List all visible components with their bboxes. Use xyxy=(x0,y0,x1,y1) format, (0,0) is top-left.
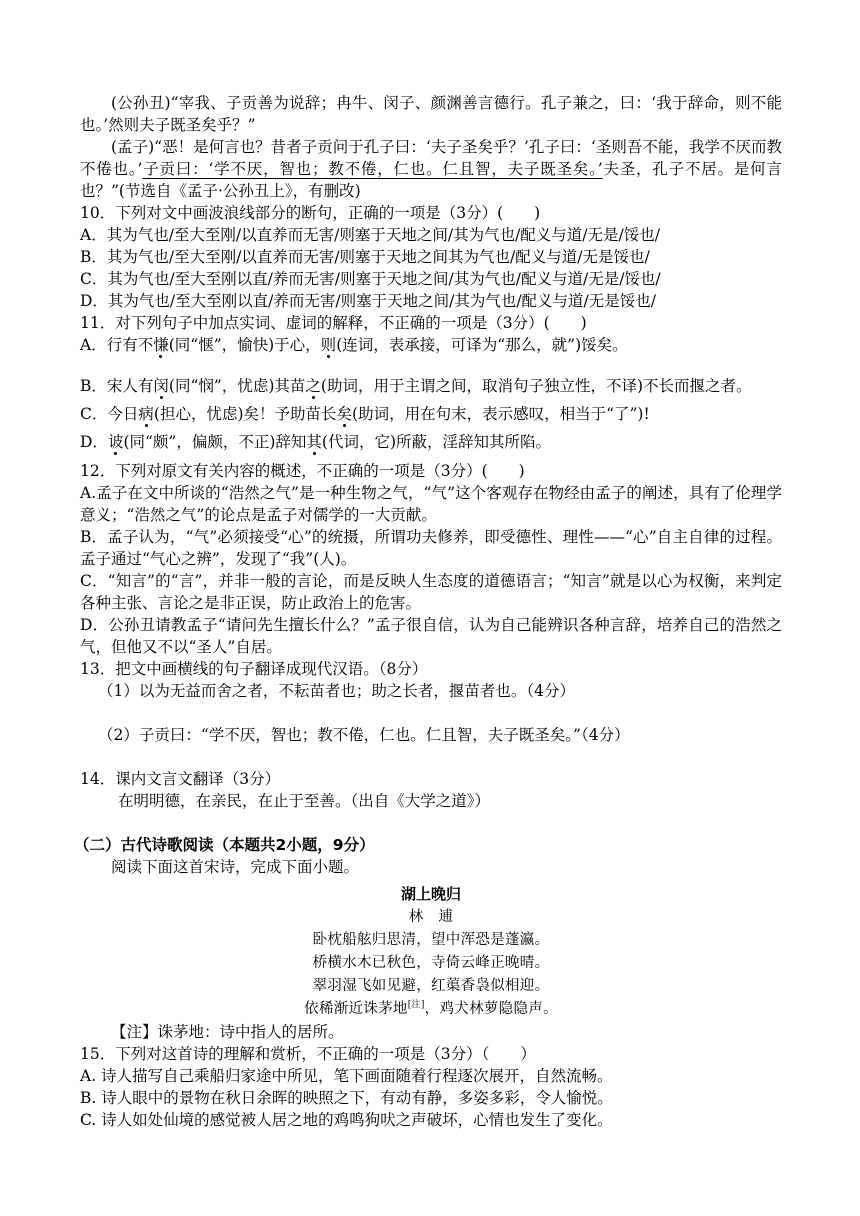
dotted-char: 慊 xyxy=(153,336,169,354)
section-2-heading: （二）古代诗歌阅读（本题共2小题，9分） xyxy=(74,836,375,854)
dotted-char: 诐 xyxy=(107,433,124,451)
q10-stem: 10．下列对文中画波浪线部分的断句，正确的一项是（3分）( ) xyxy=(80,204,541,222)
dotted-char: 则 xyxy=(320,336,337,354)
poem-note-marker: [注] xyxy=(407,1000,425,1011)
q11-option-a: A．行有不慊(同“惬”，愉快)于心，则(连词，表承接，可译为“那么，就”)馁矣。 xyxy=(80,336,628,354)
q14-stem: 14．课内文言文翻译（3分） xyxy=(80,770,281,788)
dotted-char: 闵 xyxy=(153,377,169,395)
poem-line-2: 桥横水木已秋色，寺倚云峰正晚晴。 xyxy=(312,955,550,971)
section-2-instruction: 阅读下面这首宋诗，完成下面小题。 xyxy=(111,858,360,876)
poem-title: 湖上晚归 xyxy=(400,885,461,903)
q10-option-b: B．其为气也/至大至刚/以直养而无害/则塞于天地之间其为气也/配义与道/无是馁也/ xyxy=(80,248,650,266)
q12-option-d: D．公孙丑请教孟子“请问先生擅长什么？”孟子很自信，认为自己能辨识各种言辞，培养自己的浩然之气，但他又不以“圣人”自居。 xyxy=(80,616,782,656)
poem-line-3: 翠羽湿飞如见避，红蕖香袅似相迎。 xyxy=(312,978,550,994)
underlined-sentence: 子贡曰：‘学不厌，智也；教不倦，仁也。仁且智，夫子既圣矣。’ xyxy=(142,160,603,178)
q13-stem: 13．把文中画横线的句子翻译成现代汉语。（8分） xyxy=(80,660,428,678)
poem-line-1: 卧枕船舷归思清，望中浑恐是蓬瀛。 xyxy=(312,932,550,948)
q12-option-b: B．孟子认为，“气”必须接受“心”的统摄，所谓功夫修养，即受德性、理性——“心”自主自律的过程。孟子通过“气心之辨”，发现了“我”(人)。 xyxy=(80,528,782,568)
poem-note: 【注】诛茅地：诗中指人的居所。 xyxy=(111,1023,344,1041)
q10-option-c: C．其为气也/至大至刚以直/养而无害/则塞于天地之间/其为气也/配义与道/无是/馁也/ xyxy=(80,270,661,288)
q11-option-d: D．诐(同“颇”，偏颇，不正)辞知其(代词，它)所蔽，淫辞知其所陷。 xyxy=(80,433,552,451)
q10-option-a: A．其为气也/至大至刚/以直养而无害/则塞于天地之间/其为气也/配义与道/无是/馁也/ xyxy=(80,226,660,244)
q14-text: 在明明德，在亲民，在止于至善。（出自《大学之道》） xyxy=(118,792,491,810)
q15-stem: 15．下列对这首诗的理解和赏析，不正确的一项是（3分）（ ） xyxy=(80,1045,536,1063)
passage-p2-part-a: (孟子)“恶！是何言也？昔者子贡问于孔子曰：‘夫子圣矣乎？’孔子曰：‘圣则吾不能，我学不厌而教不倦也。’ xyxy=(80,138,782,178)
dotted-char: 病 xyxy=(138,405,154,423)
dotted-char: 矣 xyxy=(336,405,353,423)
q11-option-b: B．宋人有闵(同“悯”，忧虑)其苗之(助词，用于主谓之间，取消句子独立性，不译)不长而揠之者。 xyxy=(80,377,752,395)
q15-option-c: C. 诗人如处仙境的感觉被人居之地的鸡鸣狗吠之声破坏，心情也发生了变化。 xyxy=(80,1111,613,1129)
q11-option-c: C．今日病(担心，忧虑)矣！予助苗长矣(助词，用在句末，表示感叹，相当于“了”)! xyxy=(80,405,650,423)
passage-p2-part-c: 夫圣，孔子不居。是何言也？”(节选自《孟子·公孙丑上》，有删改) xyxy=(80,160,782,200)
q10-option-d: D．其为气也/至大至刚以直/养而无害/则塞于天地之间/其为气也/配义与道/无是馁也/ xyxy=(80,292,656,310)
poem-line-4: 依稀渐近诛茅地[注]，鸡犬林萝隐隐声。 xyxy=(304,1000,558,1017)
q12-option-a: A.孟子在文中所谈的“浩然之气”是一种生物之气，“气”这个客观存在物经由孟子的阐述，具有了伦理学意义；“浩然之气”的论点是孟子对儒学的一大贡献。 xyxy=(80,484,782,524)
q15-option-a: A. 诗人描写自己乘船归家途中所见，笔下画面随着行程逐次展开，自然流畅。 xyxy=(80,1067,613,1085)
q11-stem: 11．对下列句子中加点实词、虚词的解释，不正确的一项是（3分）( ) xyxy=(80,314,587,332)
q15-option-b: B. 诗人眼中的景物在秋日余晖的映照之下，有动有静，多姿多彩，令人愉悦。 xyxy=(80,1089,613,1107)
passage-paragraph-1: (公孙丑)“宰我、子贡善为说辞；冉牛、闵子、颜渊善言德行。孔子兼之，曰：‘我于辞命，则不能也。’然则夫子既圣矣乎？” xyxy=(80,94,782,134)
passage-paragraph-2 xyxy=(80,136,782,202)
poem-author: 林 逋 xyxy=(408,909,454,925)
dotted-char: 之 xyxy=(305,377,321,395)
q13-sentence-2: （2）子贡曰：“学不厌，智也；教不倦，仁也。仁且智，夫子既圣矣。”（4分） xyxy=(98,726,630,744)
q12-stem: 12．下列对原文有关内容的概述，不正确的一项是（3分）( ) xyxy=(80,462,525,480)
q13-sentence-1: （1）以为无益而舍之者，不耘苗者也；助之长者，揠苗者也。（4分） xyxy=(98,682,575,700)
exam-page xyxy=(74,92,782,1131)
dotted-char: 其 xyxy=(306,433,322,451)
q12-option-c: C．“知言”的“言”，并非一般的言论，而是反映人生态度的道德语言；“知言”就是以心为权衡，来判定各种主张、言论之是非正误，防止政治上的危害。 xyxy=(80,572,782,612)
